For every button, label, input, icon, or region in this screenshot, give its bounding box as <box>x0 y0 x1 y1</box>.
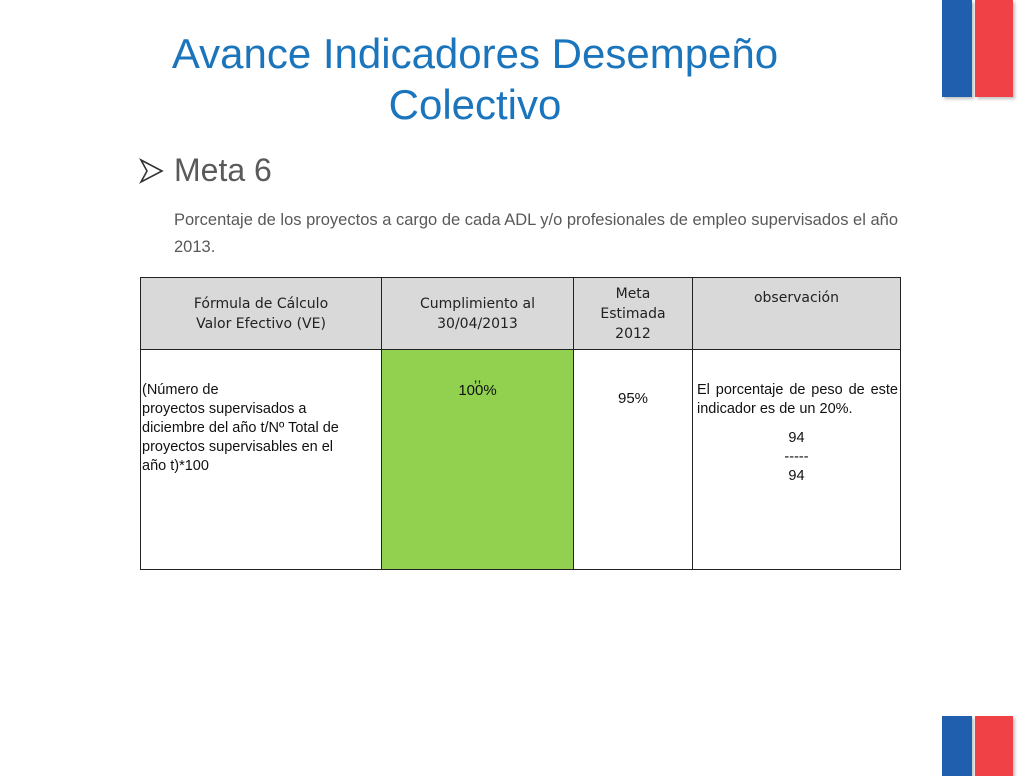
header-meta-line: Estimada <box>600 305 666 322</box>
header-cumplimiento-line: 30/04/2013 <box>437 315 518 332</box>
cell-observacion <box>693 350 901 570</box>
flag-blue-band <box>942 0 972 97</box>
cell-cumplimiento <box>382 350 574 570</box>
formula-line: proyectos supervisables en el <box>142 439 334 455</box>
fraction <box>693 429 900 486</box>
header-observacion <box>693 278 901 350</box>
formula-line: proyectos supervisados a <box>142 401 307 417</box>
header-cumplimiento <box>382 278 574 350</box>
page-title: Avance Indicadores Desempeño Colectivo <box>171 30 779 128</box>
arrow-bullet-icon <box>138 157 166 185</box>
header-meta-line: 2012 <box>615 325 651 342</box>
observacion-text: El porcentaje de peso de este indicador es de un 20%. <box>697 382 898 417</box>
header-meta <box>574 278 693 350</box>
formula-line: (Número de <box>142 382 219 398</box>
fraction-bar: ----- <box>784 449 809 465</box>
indicator-table <box>140 277 901 570</box>
cell-meta <box>574 350 693 570</box>
formula-line: diciembre del año t/Nº Total de <box>142 420 339 436</box>
flag-blue-band <box>942 716 972 776</box>
cell-formula <box>141 350 382 570</box>
fraction-denominator: 94 <box>788 468 805 484</box>
bullet-label: Meta 6 <box>174 152 272 188</box>
table-header-row <box>141 278 901 350</box>
fraction-numerator: 94 <box>788 430 805 446</box>
meta-value: 95% <box>617 390 649 407</box>
header-formula-line: Fórmula de Cálculo <box>193 295 329 312</box>
cumplimiento-value: 100% <box>458 382 497 399</box>
header-formula <box>141 278 382 350</box>
bullet-item <box>138 152 272 189</box>
header-meta-line: Meta <box>615 285 651 302</box>
header-formula-line: Valor Efectivo (VE) <box>196 315 326 332</box>
table-row <box>141 350 901 570</box>
header-observacion-label: observación <box>753 290 839 306</box>
flag-logo-bottom <box>942 716 1014 776</box>
flag-red-band <box>975 0 1013 97</box>
cumplimiento-mark: ,, <box>473 369 482 385</box>
flag-red-band <box>975 716 1013 776</box>
header-cumplimiento-line: Cumplimiento al <box>420 295 535 312</box>
flag-logo-top <box>942 0 1014 97</box>
formula-line: año t)*100 <box>142 458 209 474</box>
description-text: Porcentaje de los proyectos a cargo de cada ADL y/o profesionales de empleo supervisados el año 2013. <box>174 211 899 256</box>
